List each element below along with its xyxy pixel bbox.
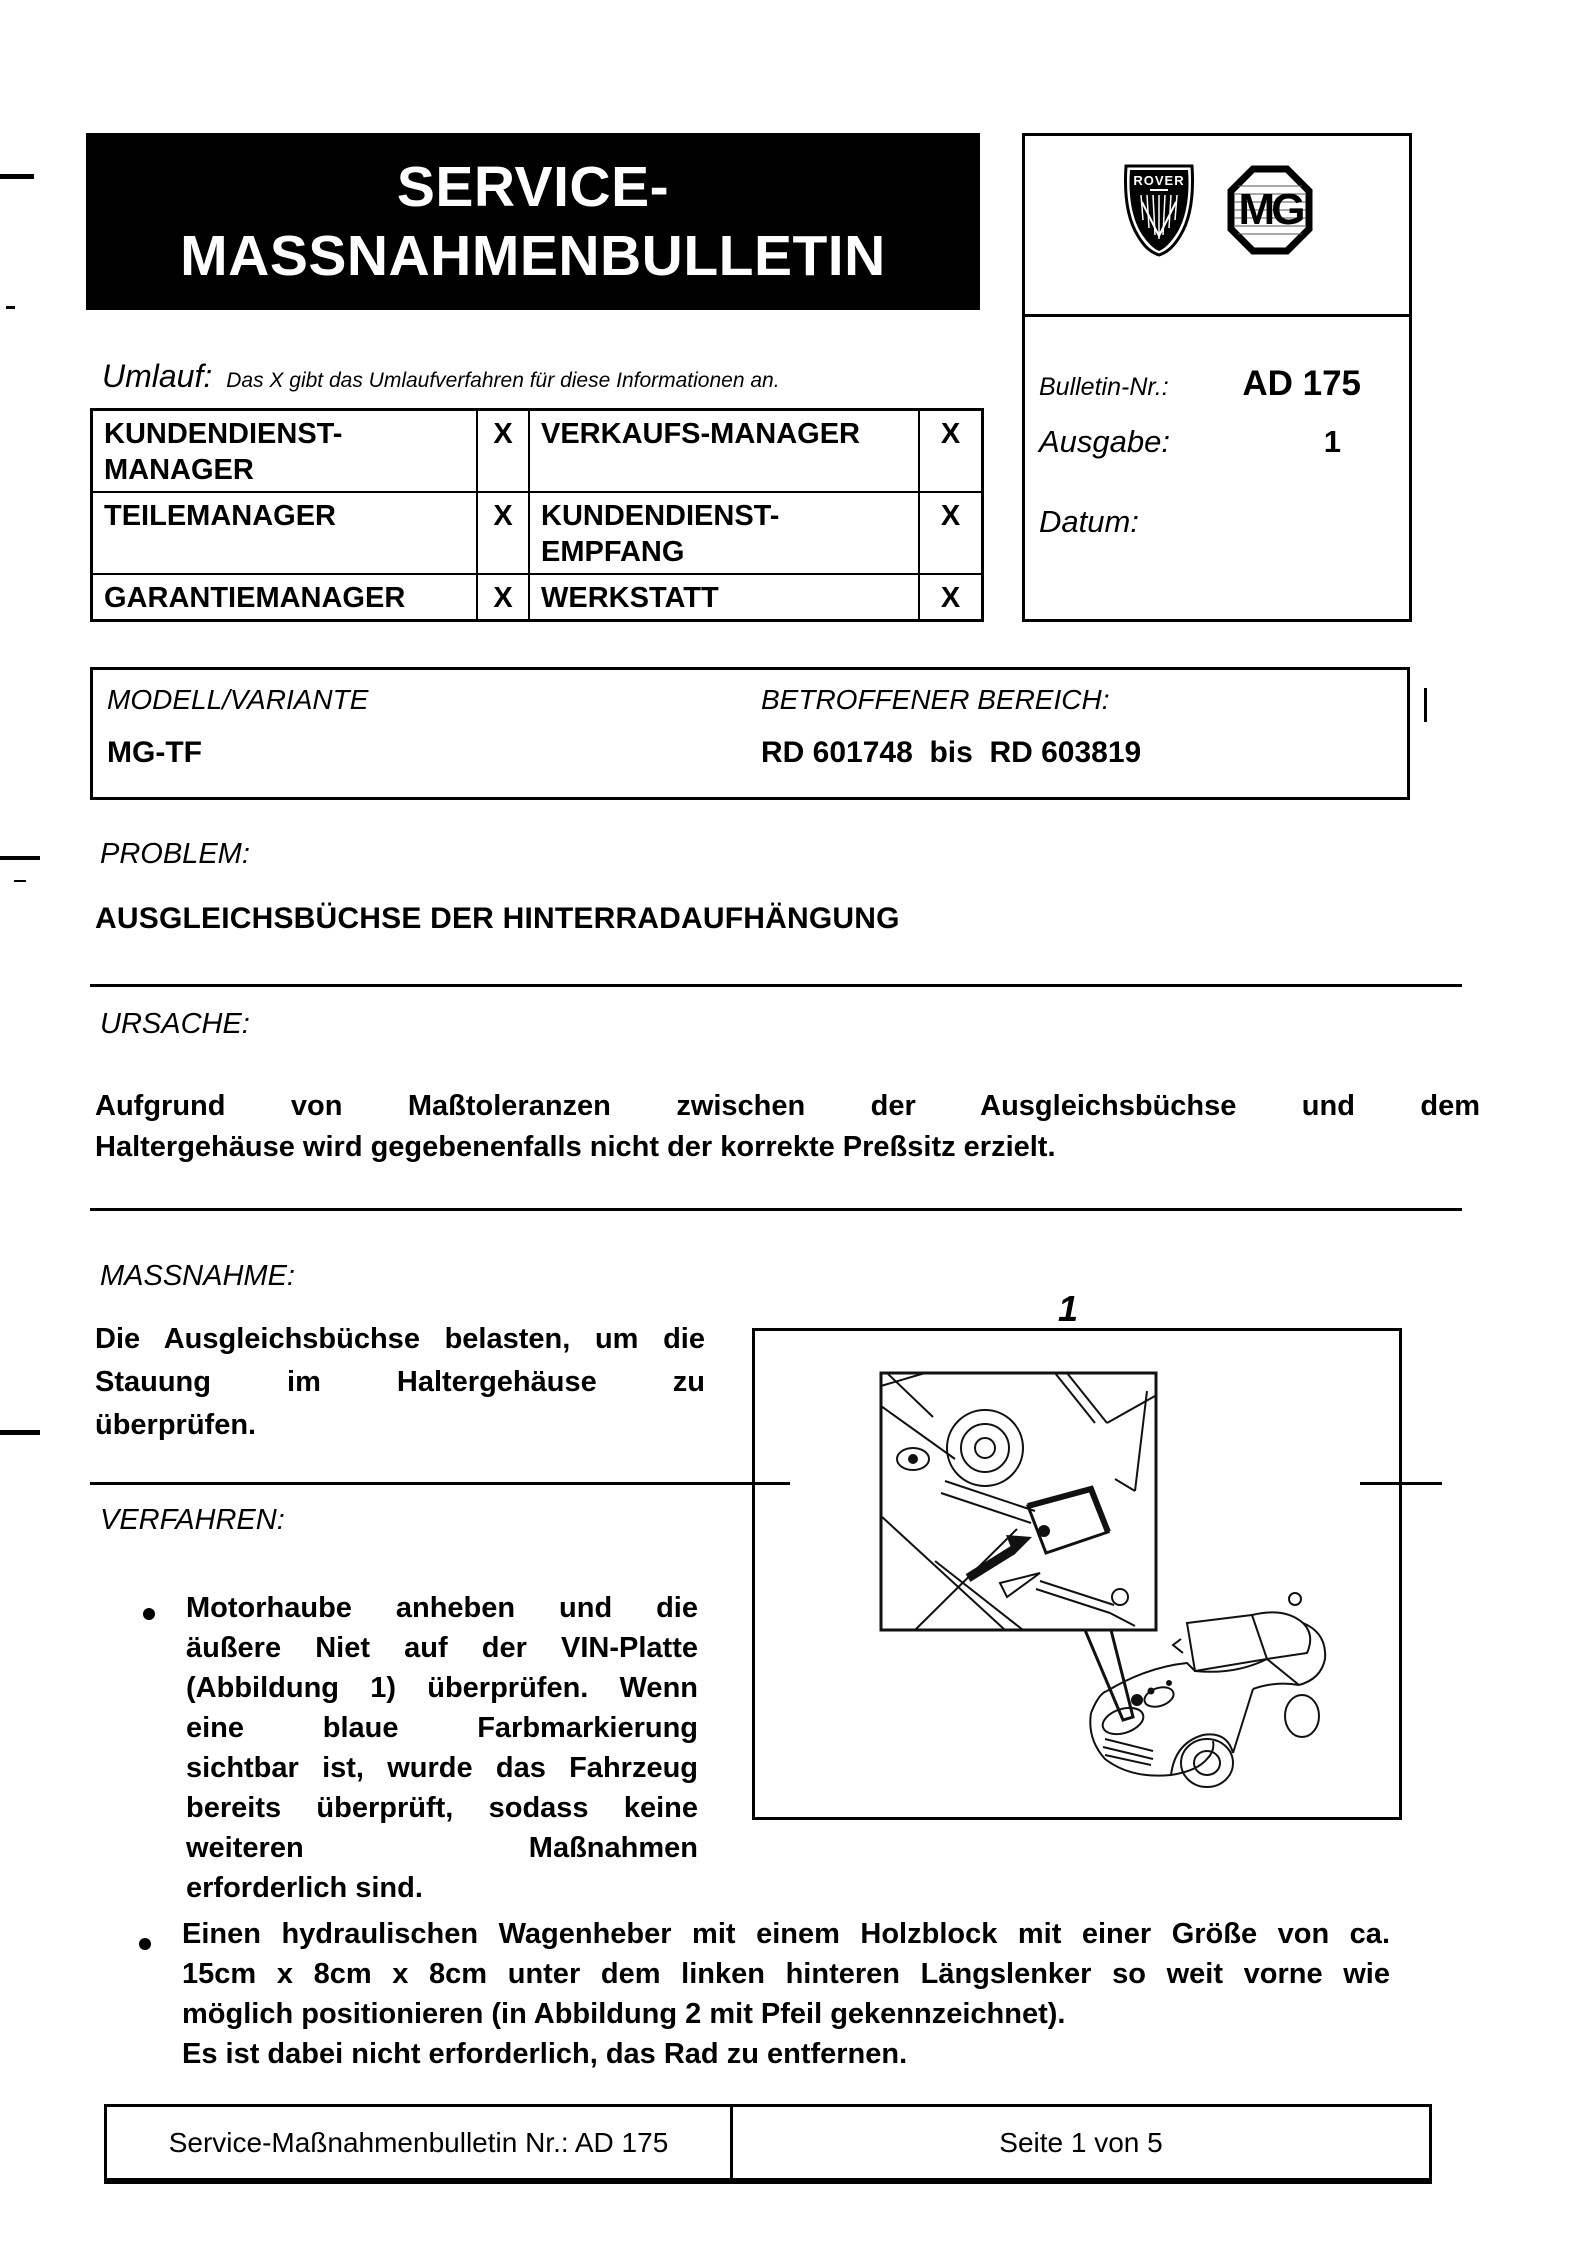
page-footer [104,2104,1432,2184]
section-rule [90,1208,1462,1211]
procedure-step-1 [186,1588,698,1908]
table-cell-mark: X [918,491,981,573]
section-rule [90,1482,790,1485]
table-cell-mark: X [476,573,528,619]
svg-text:ROVER: ROVER [1133,173,1185,188]
issue-value: 1 [1323,424,1341,459]
affected-area-value: RD 601748 bis RD 603819 [761,736,1142,769]
bulletin-number-value: AD 175 [1242,364,1361,403]
table-cell-role: WERKSTATT [528,573,918,619]
scan-margin-mark [0,174,34,179]
text-line: Haltergehäuse wird gegebenenfalls nicht der korrekte Preßsitz erzielt. [95,1131,1056,1163]
scan-margin-mark [0,856,40,860]
bullet-dot [139,1938,151,1950]
table-cell-role: GARANTIEMANAGER [93,573,476,619]
text-line: sichtbar ist, wurde das Fahrzeug [186,1752,698,1784]
table-cell-role: TEILEMANAGER [93,491,476,573]
text-line: weiteren Maßnahmen [186,1832,698,1864]
cause-text [95,1086,1480,1168]
banner-line-1: SERVICE- [396,154,670,219]
svg-text:MG: MG [1238,185,1302,234]
figure-number: 1 [1058,1288,1079,1329]
text-line: Motorhaube anheben und die [186,1592,698,1624]
table-cell-role: VERKAUFS-MANAGER [528,411,918,491]
text-line: äußere Niet auf der VIN-Platte [186,1632,698,1664]
issue-row [1025,424,1409,460]
circulation-table [90,408,984,622]
text-line: Es ist dabei nicht erforderlich, das Rad zu entfernen. [182,2038,908,2070]
table-cell-role: KUNDENDIENST-EMPFANG [528,491,918,573]
meta-box-divider [1025,314,1409,317]
procedure-step-2 [182,1914,1390,2074]
brand-logos [1025,162,1409,258]
cause-label: URSACHE: [100,1008,250,1040]
figure-1-illustration [755,1331,1399,1817]
text-line: Die Ausgleichsbüchse belasten, um die [95,1323,705,1355]
bulletin-title-banner [86,133,980,310]
text-line: Aufgrund von Maßtoleranzen zwischen der Ausgleichsbüchse und dem [95,1090,1480,1122]
text-line: eine blaue Farbmarkierung [186,1712,698,1744]
text-line: 15cm x 8cm x 8cm unter dem linken hinteren Längslenker so weit vorne wie [182,1958,1390,1990]
banner-line-2: MASSNAHMENBULLETIN [180,223,886,288]
bulletin-meta-box [1022,133,1412,622]
text-line: Stauung im Haltergehäuse zu [95,1366,705,1398]
scan-margin-mark [0,1430,40,1435]
issue-label: Ausgabe: [1039,424,1170,459]
text-line: überprüfen. [95,1409,257,1441]
text-line: möglich positionieren (in Abbildung 2 mit Pfeil gekennzeichnet). [182,1998,1066,2030]
scan-margin-mark [6,306,15,309]
action-text [95,1318,705,1447]
table-cell-mark: X [476,491,528,573]
mg-logo-icon [1226,164,1314,256]
table-cell-mark: X [918,573,981,619]
scan-margin-mark [14,880,26,882]
rover-logo-icon [1120,162,1198,258]
circulation-note-label: Umlauf: [102,358,213,394]
footer-bulletin-ref: Service-Maßnahmenbulletin Nr.: AD 175 [107,2107,733,2178]
bullet-dot [143,1608,155,1620]
problem-headline: AUSGLEICHSBÜCHSE DER HINTERRADAUFHÄNGUNG [95,902,900,935]
model-value: MG-TF [107,736,202,769]
table-cell-mark: X [918,411,981,491]
date-label: Datum: [1039,504,1139,539]
table-cell-role: KUNDENDIENST-MANAGER [104,418,343,487]
circulation-note [102,358,780,395]
text-line: (Abbildung 1) überprüfen. Wenn [186,1672,698,1704]
affected-area-label: BETROFFENER BEREICH: [761,684,1110,715]
footer-page-indicator: Seite 1 von 5 [999,2126,1163,2158]
model-info-box [90,667,1410,800]
text-line: erforderlich sind. [186,1872,423,1904]
action-label: MASSNAHME: [100,1260,295,1292]
date-row [1025,504,1409,540]
scan-tick [1424,688,1427,722]
model-label: MODELL/VARIANTE [107,684,369,715]
problem-label: PROBLEM: [100,838,250,870]
text-line: bereits überprüft, sodass keine [186,1792,698,1824]
table-cell-mark: X [476,411,528,491]
text-line: Einen hydraulischen Wagenheber mit einem Holzblock mit einer Größe von ca. [182,1918,1390,1950]
procedure-label: VERFAHREN: [100,1504,285,1536]
bulletin-number-row [1025,364,1409,404]
bulletin-number-label: Bulletin-Nr.: [1039,373,1169,401]
circulation-note-text: Das X gibt das Umlaufverfahren für diese Informationen an. [226,369,780,392]
figure-1-frame [752,1328,1402,1820]
section-rule [90,984,1462,987]
